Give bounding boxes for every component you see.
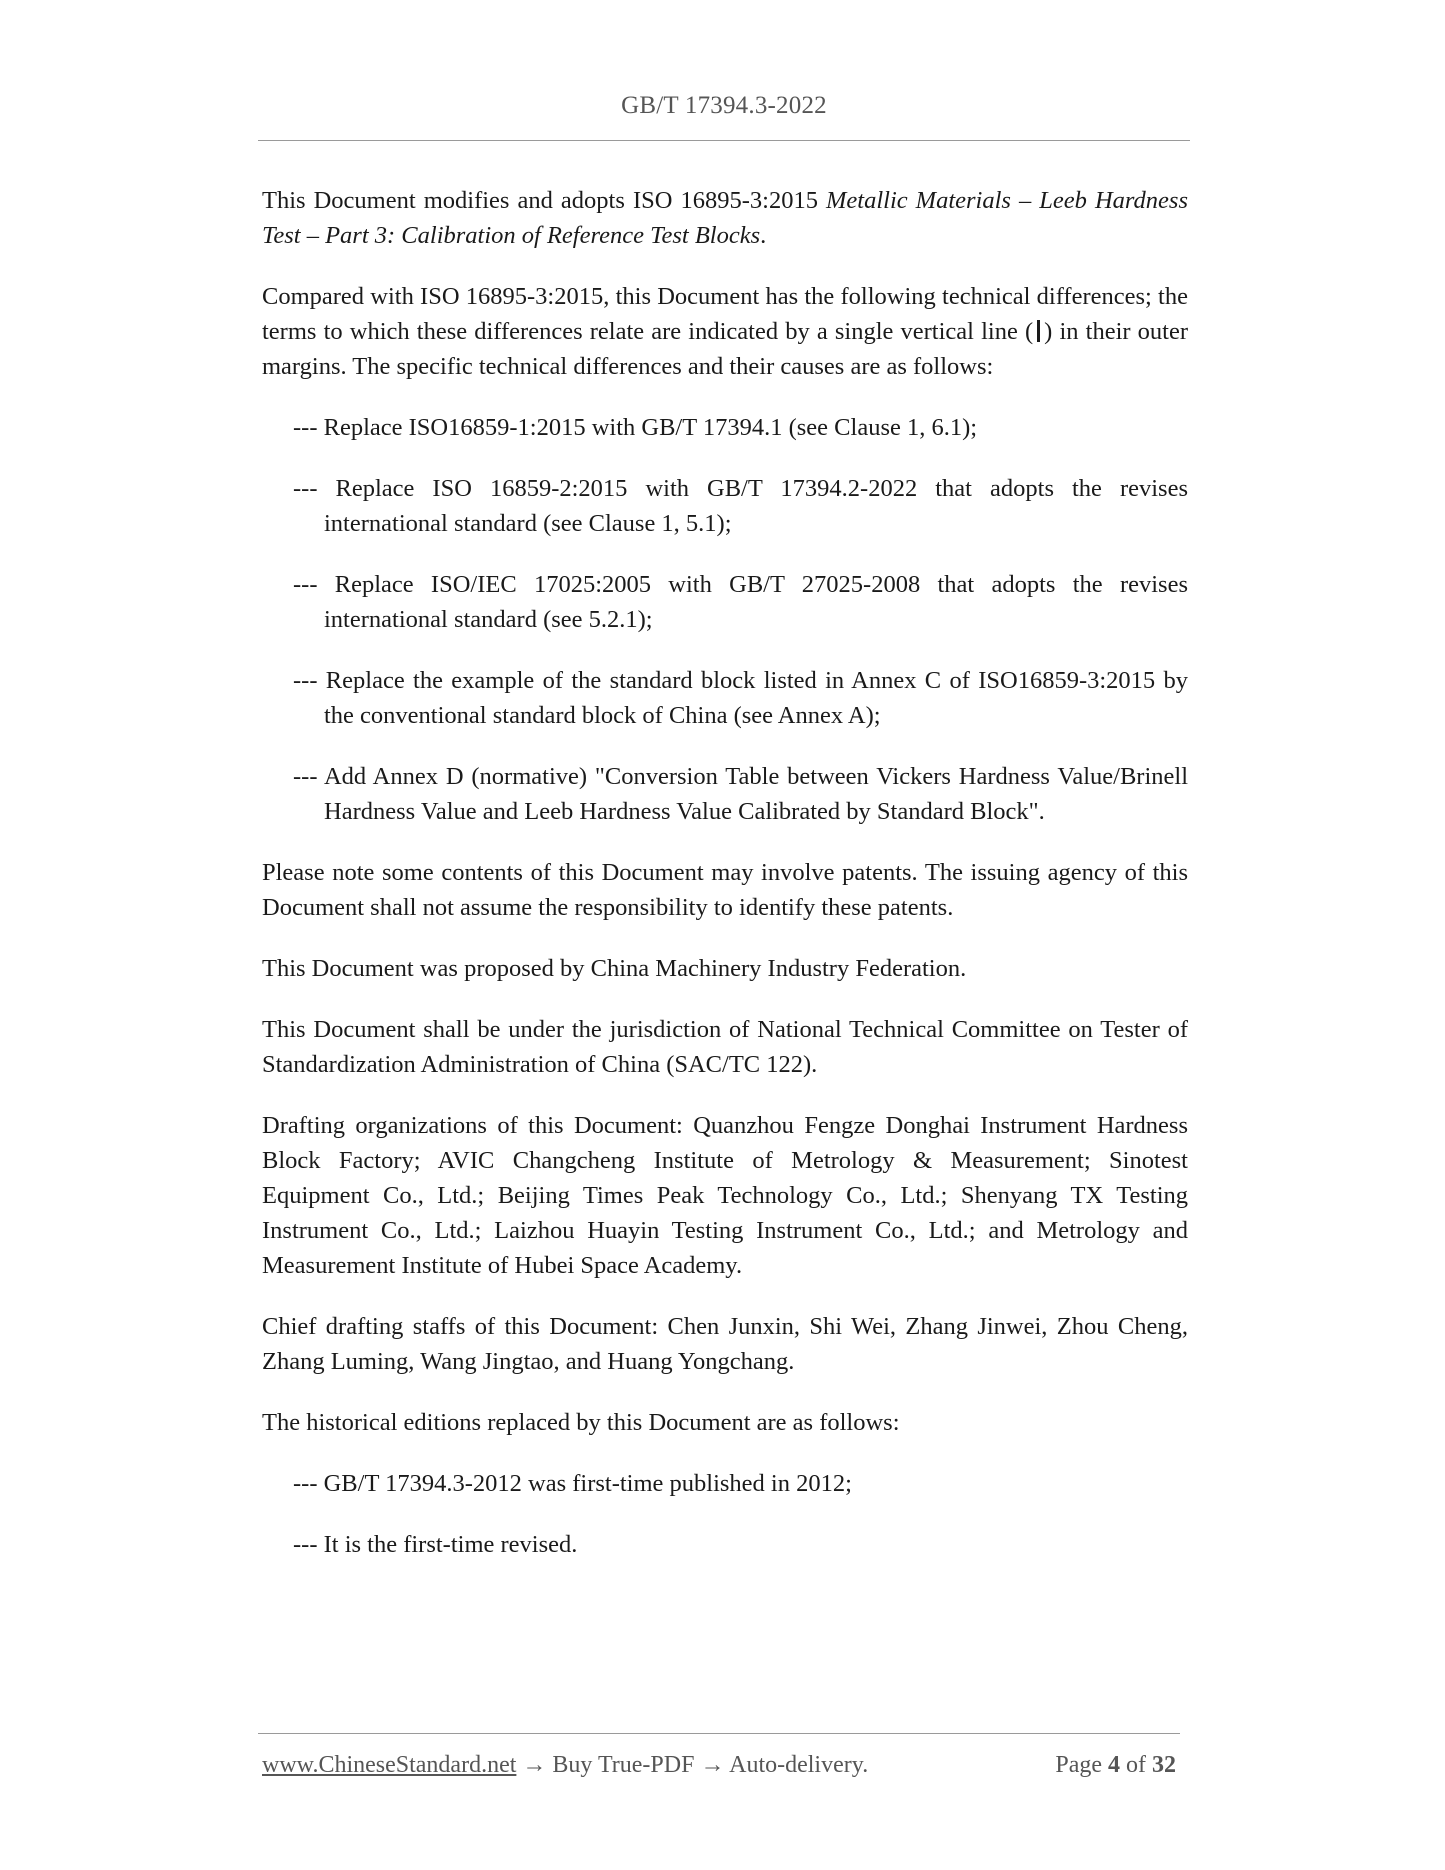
footer-tail-text: → Buy True-PDF → Auto-delivery. [516,1752,869,1778]
header-divider [258,140,1190,141]
history-item: --- It is the first-time revised. [293,1531,578,1558]
website-link[interactable]: www.ChineseStandard.net [262,1752,517,1778]
footer-promo [262,1752,868,1779]
page-number: Page 4 of 32 [1055,1752,1176,1778]
difference-item: --- Replace the example of the standard block listed in Annex C of ISO16859-3:2015 by the conventional standard block of China (see Annex A); [293,667,1188,729]
difference-item: --- Add Annex D (normative) "Conversion Table between Vickers Hardness Value/Brinell Hardness Value and Leeb Hardness Value Calibrated by Standard Block". [293,763,1188,825]
jurisdiction-paragraph: This Document shall be under the jurisdiction of National Technical Committee on Tester of Standardization Administration of China (SAC/TC 122). [262,1016,1188,1078]
footer-divider [258,1733,1180,1734]
differences-intro: Compared with ISO 16895-3:2015, this Document has the following technical differences; the terms to which these differences relate are indicated by a single vertical line ( ) in their outer margins. The specific technical differences and their causes are as follows: [262,283,1189,380]
patents-paragraph: Please note some contents of this Document may involve patents. The issuing agency of this Document shall not assume the responsibility to identify these patents. [262,859,1188,921]
total-pages: 32 [1152,1752,1176,1778]
drafting-organizations-paragraph: Drafting organizations of this Document: Quanzhou Fengze Donghai Instrument Hardness Block Factory; AVIC Changcheng Institute of Metrology & Measurement; Sinotest Equipment Co., Ltd.; Beijing Times Peak Technology Co., Ltd.; Shenyang TX Testing Instrument Co., Ltd.; Laizhou Huayin Testing Instrument Co., Ltd.; and Metrology and Measurement Institute of Hubei Space Academy. [262,1112,1188,1279]
difference-item: --- Replace ISO16859-1:2015 with GB/T 17394.1 (see Clause 1, 6.1); [293,414,978,441]
adoption-paragraph: This Document modifies and adopts ISO 16895-3:2015 Metallic Materials – Leeb Hardness Test – Part 3: Calibration of Reference Test Blocks. [262,187,1188,249]
document-body [262,183,1188,1588]
difference-item: --- Replace ISO/IEC 17025:2005 with GB/T 27025-2008 that adopts the revises international standard (see 5.2.1); [293,571,1188,633]
proposed-paragraph: This Document was proposed by China Machinery Industry Federation. [262,955,967,982]
current-page: 4 [1108,1752,1120,1778]
page-header: GB/T 17394.3-2022 [621,92,827,119]
difference-item: --- Replace ISO 16859-2:2015 with GB/T 17394.2-2022 that adopts the revises international standard (see Clause 1, 5.1); [293,475,1188,537]
iso-title: Metallic Materials – Leeb Hardness Test – Part 3: Calibration of Reference Test Blocks [262,187,1188,249]
drafting-staff-paragraph: Chief drafting staffs of this Document: Chen Junxin, Shi Wei, Zhang Jinwei, Zhou Cheng, Zhang Luming, Wang Jingtao, and Huang Yongchang. [262,1313,1188,1375]
history-item: --- GB/T 17394.3-2012 was first-time published in 2012; [293,1470,852,1497]
vertical-line-mark [1037,320,1040,342]
history-intro-paragraph: The historical editions replaced by this Document are as follows: [262,1409,900,1436]
